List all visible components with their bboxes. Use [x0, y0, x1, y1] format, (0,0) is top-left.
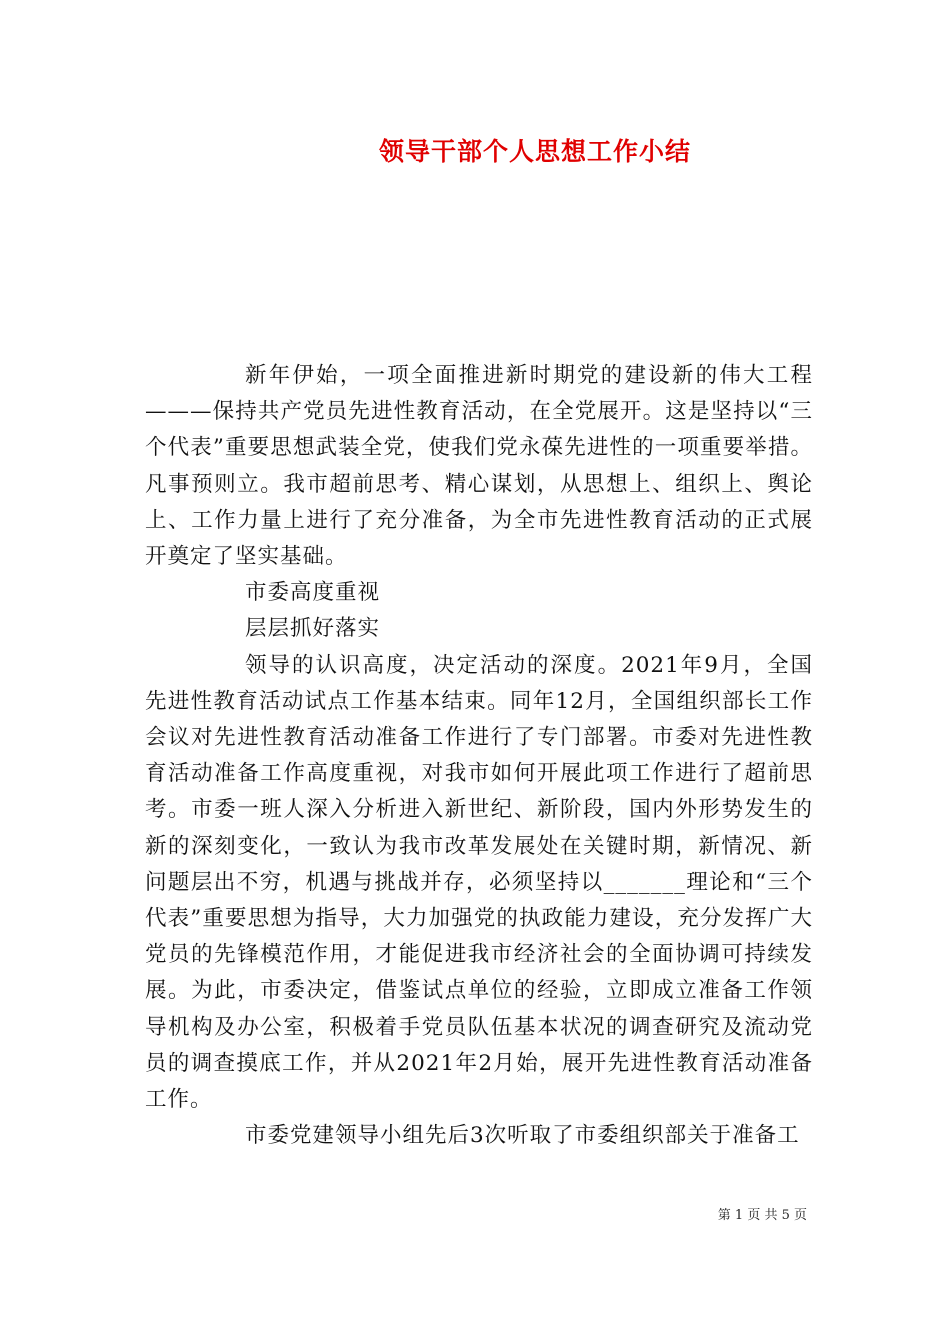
document-body: [145, 358, 813, 1154]
paragraph-leadership: 领导的认识高度，决定活动的深度。2021年9月，全国先进性教育活动试点工作基本结束。同年12月，全国组织部长工作会议对先进性教育活动准备工作进行了专门部署。市委对先进性教育活动准备工作高度重视，对我市如何开展此项工作进行了超前思考。市委一班人深入分析进入新世纪、新阶段，国内外形势发生的新的深刻变化，一致认为我市改革发展处在关键时期，新情况、新问题层出不穷，机遇与挑战并存，必须坚持以_______理论和“三个代表”重要思想为指导，大力加强党的执政能力建设，充分发挥广大党员的先锋模范作用，才能促进我市经济社会的全面协调可持续发展。为此，市委决定，借鉴试点单位的经验，立即成立准备工作领导机构及办公室，积极着手党员队伍基本状况的调查研究及流动党员的调查摸底工作，并从2021年2月始，展开先进性教育活动准备工作。: [145, 652, 813, 1113]
document-title: 领导干部个人思想工作小结: [378, 137, 691, 166]
section-heading-1: 市委高度重视: [245, 580, 381, 606]
paragraph-continuation: 市委党建领导小组先后3次听取了市委组织部关于准备工: [245, 1123, 800, 1149]
page-footer: 第 1 页 共 5 页: [717, 1208, 807, 1223]
section-heading-2: 层层抓好落实: [245, 616, 381, 642]
paragraph-intro: 新年伊始，一项全面推进新时期党的建设新的伟大工程———保持共产党员先进性教育活动，在全党展开。这是坚持以“三个代表”重要思想武装全党，使我们党永葆先进性的一项重要举措。凡事预则立。我市超前思考、精心谋划，从思想上、组织上、舆论上、工作力量上进行了充分准备，为全市先进性教育活动的正式展开奠定了坚实基础。: [145, 363, 813, 570]
